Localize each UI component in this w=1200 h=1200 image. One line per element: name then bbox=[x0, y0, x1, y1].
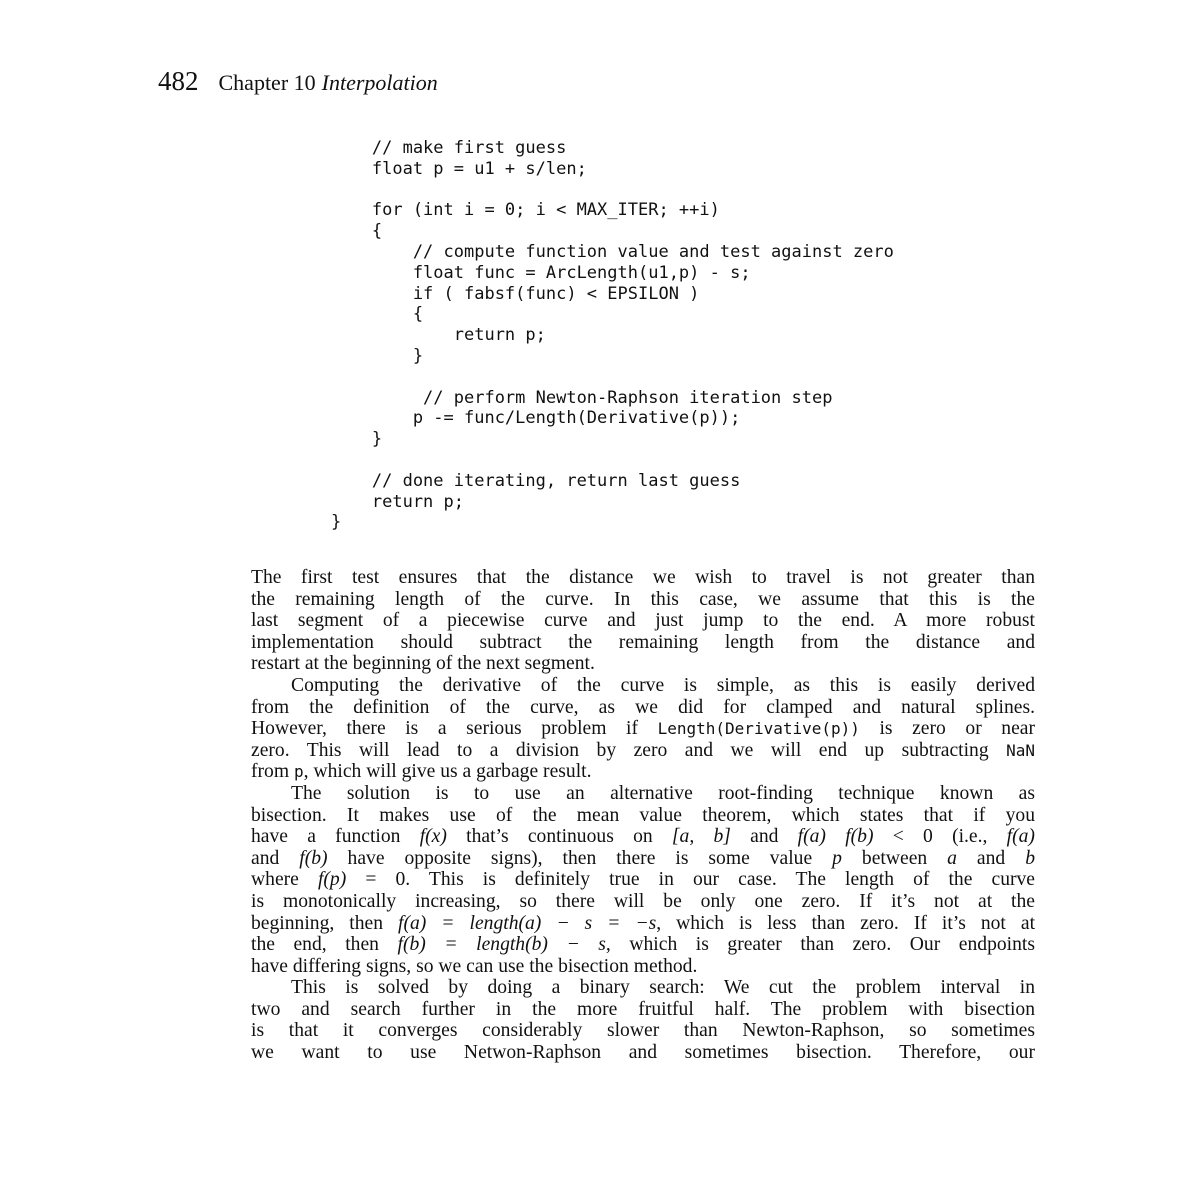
text-line: two and search further in the more fruitful half. The problem with bisection bbox=[251, 998, 1035, 1020]
chapter-title: Interpolation bbox=[321, 70, 438, 95]
paragraph-1 bbox=[251, 567, 1035, 675]
math-expr: f(a) = length(a) − s = −s bbox=[398, 912, 657, 934]
math-expr: f(a) bbox=[1006, 826, 1035, 848]
text-line: implementation should subtract the remaining length from the distance and bbox=[251, 631, 1035, 653]
text-line: This is solved by doing a binary search: We cut the problem interval in bbox=[291, 977, 1035, 999]
math-expr: f(b) = length(b) − s bbox=[397, 934, 606, 956]
code-line bbox=[290, 450, 894, 471]
code-line: // done iterating, return last guess bbox=[290, 470, 741, 491]
chapter-label: Chapter 10 bbox=[218, 70, 316, 95]
code-line: float func = ArcLength(u1,p) - s; bbox=[290, 262, 751, 283]
code-line: for (int i = 0; i < MAX_ITER; ++i) bbox=[290, 200, 720, 221]
text-line: from the definition of the curve, as we did for clamped and natural splines. bbox=[251, 696, 1035, 718]
text-line: and f(b) have opposite signs), then there is some value p between a and b bbox=[251, 847, 1035, 869]
code-line: // perform Newton-Raphson iteration step bbox=[290, 387, 833, 408]
code-line: } bbox=[290, 512, 342, 533]
text-line: is monotonically increasing, so there will be only one zero. If it’s not at the bbox=[251, 890, 1035, 912]
inline-code: NaN bbox=[1006, 740, 1035, 760]
code-line: { bbox=[290, 304, 424, 325]
code-listing bbox=[290, 138, 894, 533]
text-line: The solution is to use an alternative root-finding technique known as bbox=[291, 782, 1035, 804]
code-line: // make first guess bbox=[290, 138, 567, 158]
code-line: p -= func/Length(Derivative(p)); bbox=[290, 408, 741, 429]
text-line: from p, which will give us a garbage result. bbox=[251, 761, 592, 783]
code-line: { bbox=[290, 221, 383, 242]
text-line: is that it converges considerably slower than Newton-Raphson, so sometimes bbox=[251, 1020, 1035, 1042]
running-header bbox=[158, 66, 438, 98]
math-expr: f(x) bbox=[419, 826, 447, 848]
text-line: bisection. It makes use of the mean value theorem, which states that if you bbox=[251, 804, 1035, 826]
math-expr: p bbox=[832, 847, 842, 869]
text-line: last segment of a piecewise curve and just jump to the end. A more robust bbox=[251, 610, 1035, 632]
text-line: zero. This will lead to a division by zero and we will end up subtracting NaN bbox=[251, 739, 1035, 761]
text-line: have differing signs, so we can use the bisection method. bbox=[251, 955, 698, 977]
math-expr: f(p) bbox=[317, 869, 347, 891]
paragraph-3 bbox=[251, 783, 1035, 977]
code-line: // compute function value and test against zero bbox=[290, 241, 894, 262]
math-expr: [a, b] bbox=[671, 826, 731, 848]
text-line: where f(p) = 0. This is definitely true in our case. The length of the curve bbox=[251, 869, 1035, 891]
inline-code: Length(Derivative(p)) bbox=[657, 719, 860, 739]
text-line: restart at the beginning of the next segment. bbox=[251, 653, 595, 675]
text-line: have a function f(x) that’s continuous on [a, b] and f(a) f(b) < 0 (i.e., f(a) bbox=[251, 826, 1035, 848]
code-line bbox=[290, 180, 894, 201]
text-line: However, there is a serious problem if Length(Derivative(p)) is zero or near bbox=[251, 718, 1035, 740]
paragraph-2 bbox=[251, 675, 1035, 783]
code-line: } bbox=[290, 345, 424, 366]
math-expr: a bbox=[947, 847, 957, 869]
code-line: } bbox=[290, 429, 383, 450]
math-expr: f(b) bbox=[299, 847, 328, 869]
text-line: the remaining length of the curve. In this case, we assume that this is the bbox=[251, 588, 1035, 610]
code-line: float p = u1 + s/len; bbox=[290, 158, 587, 179]
text-line: the end, then f(b) = length(b) − s, which is greater than zero. Our endpoints bbox=[251, 934, 1035, 956]
code-line: return p; bbox=[290, 325, 546, 346]
page-number: 482 bbox=[158, 66, 199, 96]
code-line: return p; bbox=[290, 491, 464, 512]
text-line: Computing the derivative of the curve is simple, as this is easily derived bbox=[291, 674, 1035, 696]
text-line: we want to use Netwon-Raphson and sometimes bisection. Therefore, our bbox=[251, 1042, 1035, 1064]
text-line: The first test ensures that the distance we wish to travel is not greater than bbox=[251, 567, 1035, 588]
code-line: if ( fabsf(func) < EPSILON ) bbox=[290, 283, 700, 304]
math-expr: b bbox=[1025, 847, 1035, 869]
paragraph-4 bbox=[251, 977, 1035, 1063]
code-line bbox=[290, 367, 894, 388]
math-expr: f(a) f(b) bbox=[797, 826, 874, 848]
text-line: beginning, then f(a) = length(a) − s = −s, which is less than zero. If it’s not at bbox=[251, 912, 1035, 934]
body-text bbox=[251, 567, 1035, 1064]
inline-code: p bbox=[294, 762, 304, 782]
